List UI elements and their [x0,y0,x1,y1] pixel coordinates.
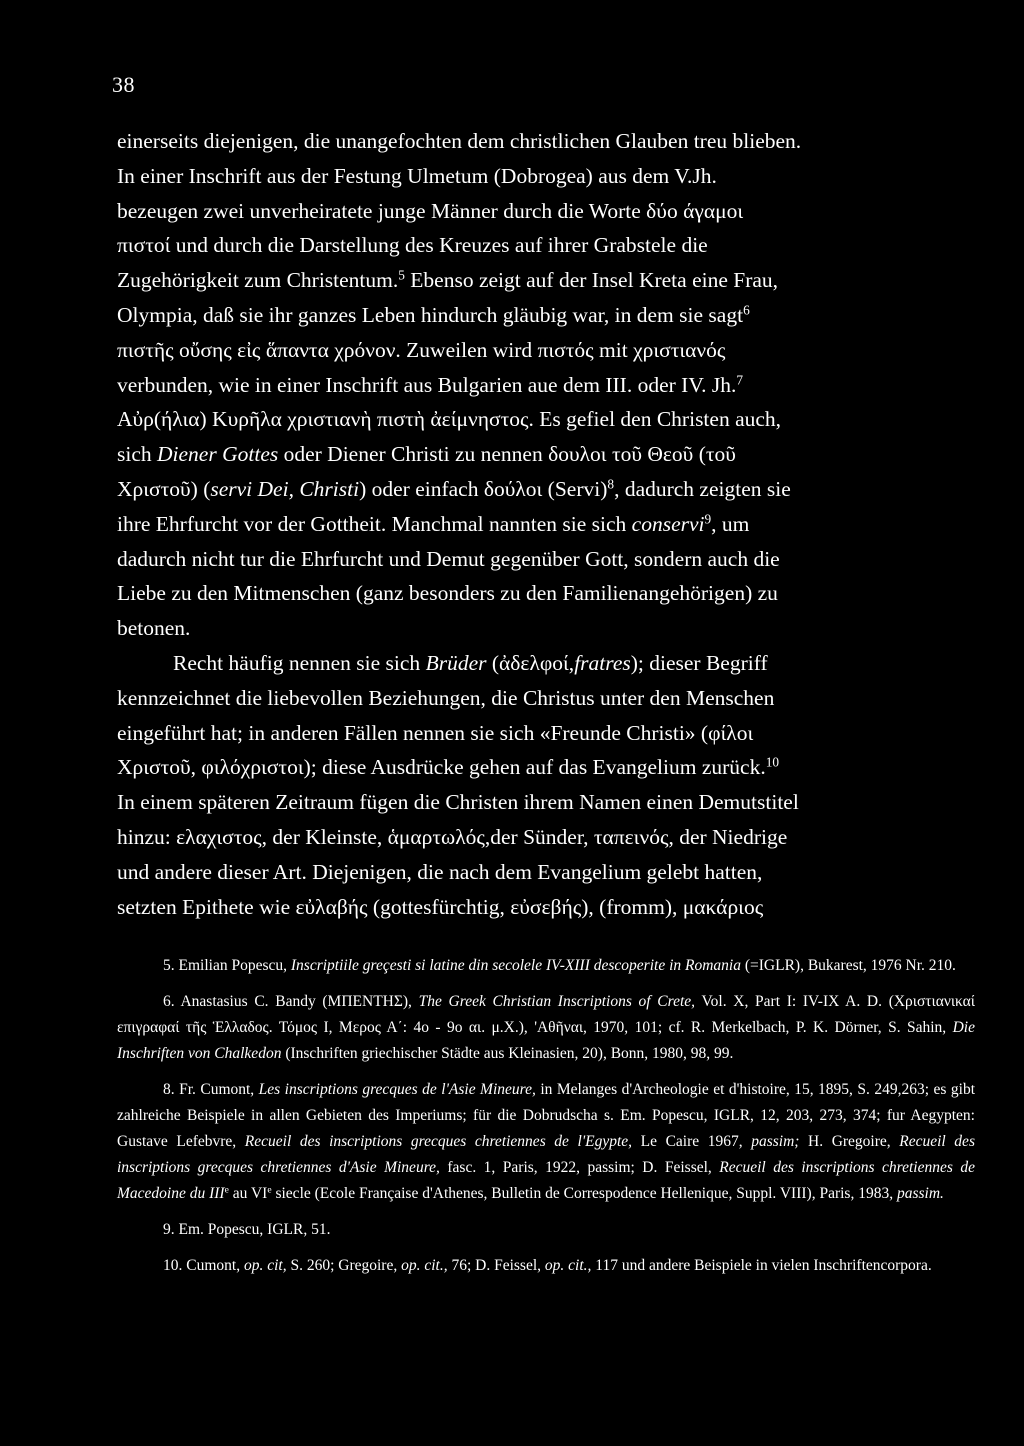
italic-abbrev: op. cit., [401,1257,448,1274]
text-line: betonen. [117,616,191,641]
text-line [117,507,975,542]
text-span: Le Caire 1967, [632,1133,752,1150]
text-line: setzten Epithete wie εὐλαβής (gottesfürchtig, εὐσεβής), (fromm), μακάριος [117,894,764,919]
text-line: In einem späteren Zeitraum fügen die Christen ihrem Namen einen Demutstitel [117,790,799,815]
text-span: ihre Ehrfurcht vor der Gottheit. Manchmal nannten sie sich [117,511,632,536]
italic-term: servi Dei, Christi [210,476,360,501]
text-line [117,298,975,333]
text-span: (Inschriften griechischer Städte aus Kleinasien, 20), Bonn, 1980, 98, 99. [281,1045,734,1062]
footnotes [117,953,975,1289]
text-span: (=IGLR), Bukarest, 1976 Nr. 210. [740,957,956,974]
footnote-ref-7: 7 [736,372,743,388]
footnote-ref-9: 9 [704,511,712,527]
text-span: au VI [228,1185,268,1202]
text-span: in Melanges d'Archeologie et d'histoire, 15, 1895, S. 249,263; es gibt zahlreiche Beispiele in allen Gebieten des Imperiums; für die Dobrudscha s. Em. Popescu, IGLR, 12, 203, 273, 374; fur Aegypten: Gustave Lefebvre, [117,1081,976,1150]
text-span: fasc. 1, Paris, 1922, passim; D. Feissel, [439,1159,720,1176]
italic-term: passim; [751,1133,800,1150]
superscript: e [224,1184,229,1196]
text-span: S. 260; Gregoire, [286,1257,402,1274]
footnote-10 [117,1253,975,1279]
italic-title: Die Inschriften von Chalkedon [117,1019,975,1062]
text-span: H. Gregoire, [799,1133,900,1150]
text-span: verbunden, wie in einer Inschrift aus Bulgarien aue dem III. oder IV. Jh. [117,372,737,397]
italic-term: passim. [896,1185,944,1202]
paragraph-1 [117,124,975,646]
footnote-ref-6: 6 [743,302,750,318]
superscript: e [267,1184,272,1196]
text-line: einerseits diejenigen, die unangefochten dem christlichen Glauben treu blieben. [117,129,802,153]
text-line [117,646,975,681]
page-number: 38 [112,72,135,97]
text-span: Χριστοῦ) ( [117,476,211,501]
italic-term: conservi [631,511,705,536]
text-span: Vol. X, Part I: IV-IX A. D. (Χριστιανικαί επιγραφαί τῆς Ἑλλαδος. Τόμος I, Μερος Α΄: 4ο - 9ο αι. μ.Χ.), 'Αθῆναι, 1970, 101; cf. R. Merkelbach, P. K. Dörner, S. Sahin, [117,993,975,1036]
paragraph-2 [117,646,975,924]
text-span: (ἀδελφοί, [486,650,575,675]
text-span: 8. Fr. Cumont, [163,1081,259,1098]
text-span: Ebenso zeigt auf der Insel Kreta eine Frau, [404,268,779,293]
footnote-5 [117,953,975,979]
footnote-9: 9. Em. Popescu, IGLR, 51. [163,1221,331,1238]
text-span: , dadurch zeigten sie [614,476,791,501]
text-line [117,750,975,785]
text-line: πιστοί und durch die Darstellung des Kreuzes auf ihrer Grabstele die [117,233,708,258]
text-span: 117 und andere Beispiele in vielen Inschriftencorpora. [591,1257,932,1274]
text-line: und andere dieser Art. Diejenigen, die nach dem Evangelium gelebt hatten, [117,859,763,884]
text-line [117,437,975,472]
text-span: oder Diener Christi zu nennen δουλοι τοῦ Θεοῦ (τοῦ [278,442,736,467]
italic-term: fratres [574,650,631,675]
text-line [117,472,975,507]
text-line: πιστῆς οὔσης εἰς ἅπαντα χρόνον. Zuweilen wird πιστός mit χριστιανός [117,337,726,362]
text-line: dadurch nicht tur die Ehrfurcht und Demut gegenüber Gott, sondern auch die [117,546,780,571]
text-span: Χριστοῦ, φιλόχριστοι); diese Ausdrücke gehen auf das Evangelium zurück. [117,755,766,780]
text-span: 10. Cumont, [163,1257,244,1274]
main-text [117,124,975,924]
footnote-ref-10: 10 [765,755,780,771]
text-line: bezeugen zwei unverheiratete junge Männer durch die Worte δύο άγαμοι [117,198,744,223]
text-span: 5. Emilian Popescu, [163,957,291,974]
text-span: ) oder einfach δούλοι (Servi) [359,476,608,501]
text-line: Αὐρ(ήλια) Κυρῆλα χριστιανὴ πιστὴ ἀείμνηστος. Es gefiel den Christen auch, [117,407,782,432]
text-span: Recht häufig nennen sie sich [173,650,426,675]
italic-abbrev: op. cit, [243,1257,287,1274]
text-line [117,263,975,298]
italic-title: Recueil des inscriptions grecques chretiennes d'Asie Mineure, [117,1133,975,1176]
text-span: , um [711,511,750,536]
footnote-ref-8: 8 [607,476,615,492]
text-span: ); dieser Begriff [630,650,768,675]
text-span: Zugehörigkeit zum Christentum. [117,268,399,293]
text-line: Liebe zu den Mitmenschen (ganz besonders zu den Familienangehörigen) zu [117,581,778,606]
italic-term: Diener Gottes [157,442,279,467]
italic-title: The Greek Christian Inscriptions of Crete, [418,993,696,1010]
italic-title: Recueil des inscriptions chretiennes de Macedoine du III [117,1159,975,1202]
text-span: siecle (Ecole Française d'Athenes, Bulletin de Correspodence Hellenique, Suppl. VIII), Paris, 1983, [271,1185,897,1202]
italic-title: Recueil des inscriptions grecques chretiennes de l'Egypte, [244,1133,633,1150]
text-line: eingeführt hat; in anderen Fällen nennen sie sich «Freunde Christi» (φίλοι [117,720,754,745]
text-span: 6. Anastasius C. Bandy (ΜΠΕΝΤΗΣ), [163,993,419,1010]
italic-title: Inscriptiile greçesti si latine din secolele IV-XIII descoperite in Romania [290,957,741,974]
italic-title: Les inscriptions grecques de l'Asie Mineure, [258,1081,536,1098]
text-line [117,368,975,403]
italic-term: Brüder [425,650,487,675]
text-line: kennzeichnet die liebevollen Beziehungen, die Christus unter den Menschen [117,685,775,710]
text-span: sich [117,442,158,467]
text-line: hinzu: ελαχιστος, der Kleinste, ἁμαρτωλός,der Sünder, ταπεινός, der Niedrige [117,824,788,849]
text-span: 76; D. Feissel, [447,1257,545,1274]
footnote-6 [117,989,975,1067]
footnote-ref-5: 5 [398,267,405,283]
italic-abbrev: op. cit., [544,1257,592,1274]
text-line: In einer Inschrift aus der Festung Ulmetum (Dobrogea) aus dem V.Jh. [117,163,717,188]
text-span: Olympia, daß sie ihr ganzes Leben hindurch gläubig war, in dem sie sagt [117,302,744,327]
footnote-8 [117,1077,975,1207]
